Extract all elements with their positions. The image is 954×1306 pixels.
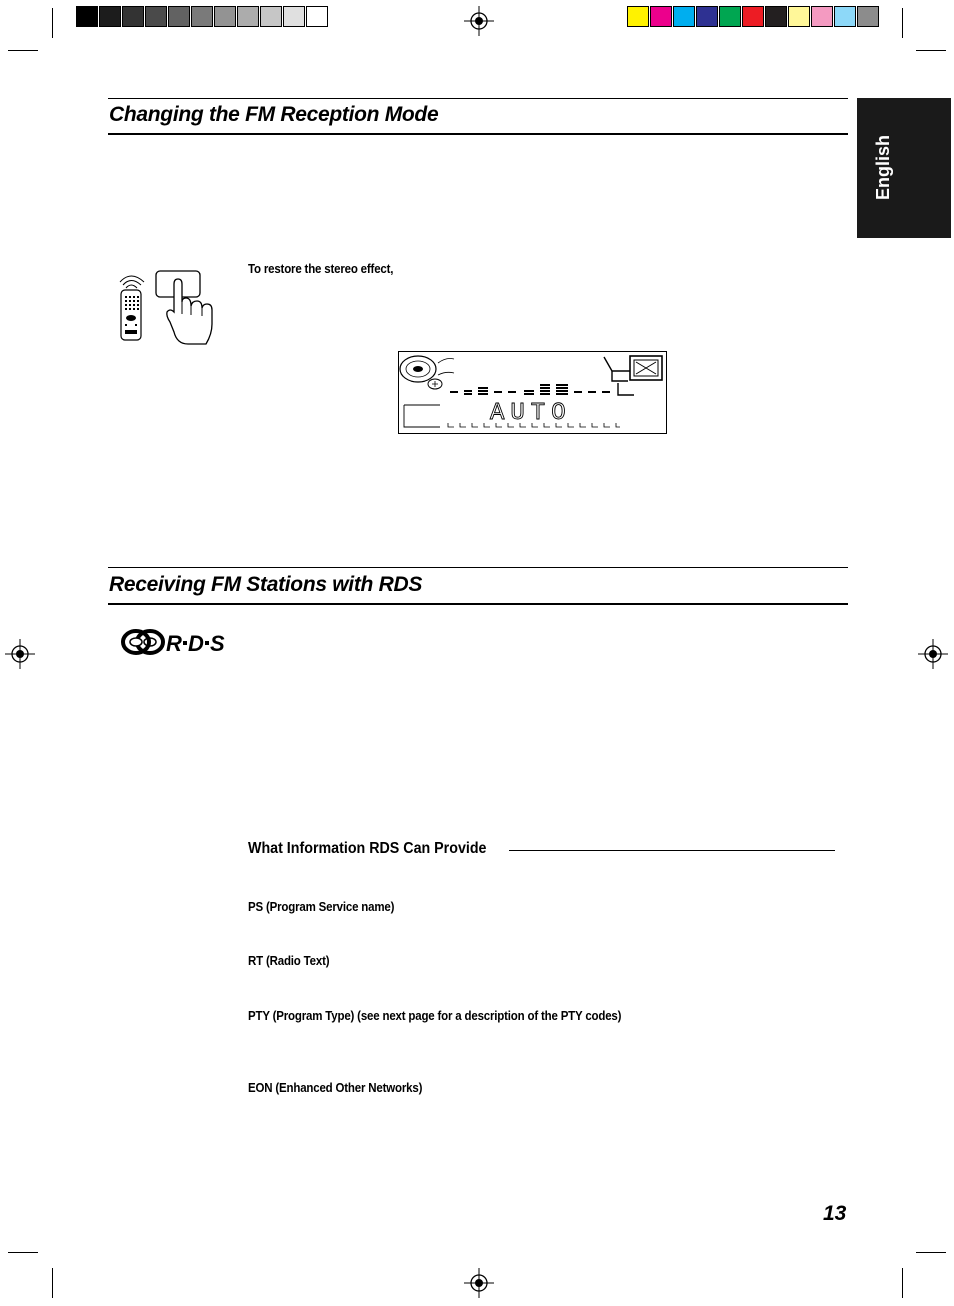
gray-swatch [168, 6, 190, 27]
gray-swatch [145, 6, 167, 27]
gray-swatch [122, 6, 144, 27]
svg-text:S: S [210, 631, 225, 656]
cassette-icon [630, 356, 662, 380]
section-title-rds: Receiving FM Stations with RDS [109, 573, 423, 596]
gray-swatch [214, 6, 236, 27]
color-swatch [834, 6, 856, 27]
color-swatch [719, 6, 741, 27]
section-rule-top [108, 567, 848, 568]
gray-swatch [76, 6, 98, 27]
rds-item-pty: PTY (Program Type) (see next page for a description of the PTY codes) [248, 1009, 622, 1023]
heading-rule [509, 850, 835, 851]
crop-mark [52, 8, 53, 38]
gray-swatch [260, 6, 282, 27]
rds-item-ps: PS (Program Service name) [248, 900, 395, 914]
svg-text:R: R [166, 631, 182, 656]
crop-mark [52, 1268, 53, 1298]
stereo-restore-label: To restore the stereo effect, [248, 262, 394, 276]
section-rule-top [108, 98, 848, 99]
gray-swatch [237, 6, 259, 27]
color-swatch [742, 6, 764, 27]
gray-swatch [283, 6, 305, 27]
language-tab-label: English [873, 134, 893, 200]
crop-mark [8, 1252, 38, 1253]
registration-target-icon [464, 1268, 494, 1298]
color-swatch [627, 6, 649, 27]
rds-item-rt: RT (Radio Text) [248, 954, 330, 968]
crop-mark [902, 1268, 903, 1298]
rds-item-eon: EON (Enhanced Other Networks) [248, 1081, 423, 1095]
crop-mark [8, 50, 38, 51]
svg-text:D: D [188, 631, 204, 656]
language-tab [857, 98, 951, 238]
section-title-fm-mode: Changing the FM Reception Mode [109, 103, 439, 126]
color-swatch [650, 6, 672, 27]
color-swatch [811, 6, 833, 27]
crop-mark [916, 50, 946, 51]
gray-swatch [99, 6, 121, 27]
rds-logo [120, 627, 234, 659]
crop-mark [916, 1252, 946, 1253]
section-rule-bottom [108, 603, 848, 605]
lcd-mode-text: AUTO [490, 400, 572, 427]
color-swatch [857, 6, 879, 27]
remote-button-press-illustration [112, 268, 216, 348]
gray-swatch [306, 6, 328, 27]
lcd-display [398, 351, 667, 434]
registration-target-icon [5, 639, 35, 669]
registration-target-icon [464, 6, 494, 36]
section-rule-bottom [108, 133, 848, 135]
color-swatch [788, 6, 810, 27]
registration-target-icon [918, 639, 948, 669]
color-swatch [765, 6, 787, 27]
rds-info-heading: What Information RDS Can Provide [248, 840, 487, 857]
remote-signal-icon [120, 276, 144, 288]
color-swatch [673, 6, 695, 27]
gray-swatch [191, 6, 213, 27]
color-swatch [696, 6, 718, 27]
crop-mark [902, 8, 903, 38]
page-number: 13 [823, 1202, 847, 1225]
